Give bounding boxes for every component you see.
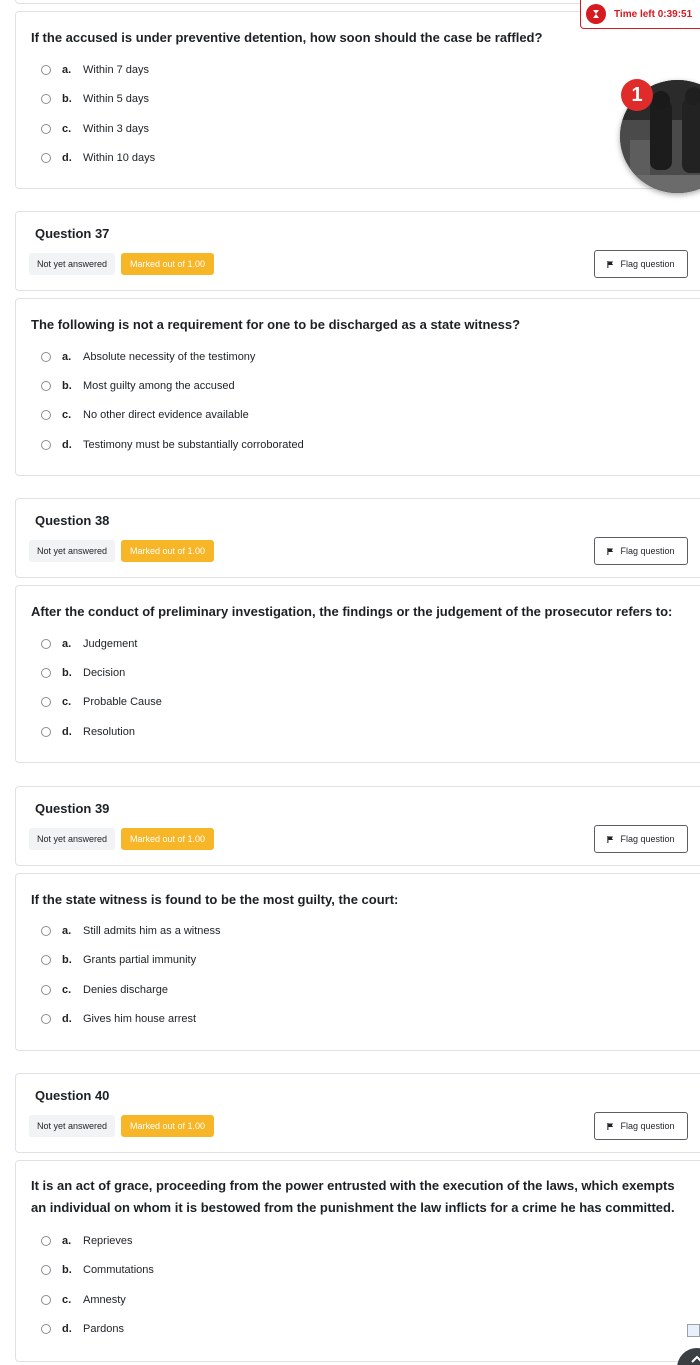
question-38-info xyxy=(15,498,700,578)
answer-option[interactable]: b. Most guilty among the accused xyxy=(41,377,235,395)
status-badge: Not yet answered xyxy=(29,253,115,275)
status-badge: Not yet answered xyxy=(29,540,115,562)
flag-question-button[interactable] xyxy=(594,825,688,853)
marks-badge: Marked out of 1.00 xyxy=(121,540,214,562)
question-39-info xyxy=(15,786,700,866)
flag-question-label: Flag question xyxy=(620,546,675,556)
broken-image-icon xyxy=(687,1324,700,1337)
question-number: Question 38 xyxy=(35,513,110,528)
answer-option[interactable]: b. Grants partial immunity xyxy=(41,951,196,969)
radio-button[interactable] xyxy=(41,440,51,450)
radio-button[interactable] xyxy=(41,381,51,391)
radio-button[interactable] xyxy=(41,985,51,995)
radio-button[interactable] xyxy=(41,1295,51,1305)
question-text: If the state witness is found to be the most guilty, the court: xyxy=(31,892,399,907)
radio-button[interactable] xyxy=(41,410,51,420)
question-39-content xyxy=(15,873,700,1051)
question-number: Question 37 xyxy=(35,226,110,241)
question-text: If the accused is under preventive detention, how soon should the case be raffled? xyxy=(31,30,543,45)
chevron-up-icon xyxy=(691,1355,700,1363)
answer-option[interactable]: d. Pardons xyxy=(41,1320,124,1338)
marks-badge: Marked out of 1.00 xyxy=(121,253,214,275)
question-36-content xyxy=(15,8,700,189)
radio-button[interactable] xyxy=(41,955,51,965)
radio-button[interactable] xyxy=(41,668,51,678)
radio-button[interactable] xyxy=(41,697,51,707)
answer-option[interactable]: d. Resolution xyxy=(41,723,135,741)
notification-badge: 1 xyxy=(621,79,653,111)
flag-icon xyxy=(607,261,614,268)
question-37-info xyxy=(15,211,700,291)
radio-button[interactable] xyxy=(41,124,51,134)
radio-button[interactable] xyxy=(41,1236,51,1246)
question-text: The following is not a requirement for one to be discharged as a state witness? xyxy=(31,317,521,332)
time-left-label: Time left 0:39:51 xyxy=(614,8,693,20)
marks-badge: Marked out of 1.00 xyxy=(121,828,214,850)
answer-option[interactable]: c. Probable Cause xyxy=(41,693,162,711)
answer-option[interactable]: d. Testimony must be substantially corroborated xyxy=(41,436,304,454)
question-40-content xyxy=(15,1160,700,1362)
answer-option[interactable]: c. Within 3 days xyxy=(41,120,149,138)
radio-button[interactable] xyxy=(41,1014,51,1024)
flag-question-label: Flag question xyxy=(620,1121,675,1131)
flag-question-label: Flag question xyxy=(620,834,675,844)
flag-question-button[interactable] xyxy=(594,1112,688,1140)
flag-icon xyxy=(607,548,614,555)
flag-icon xyxy=(607,1123,614,1130)
radio-button[interactable] xyxy=(41,727,51,737)
quiz-timer xyxy=(580,0,700,29)
answer-option[interactable]: a. Reprieves xyxy=(41,1232,133,1250)
answer-option[interactable]: c. Amnesty xyxy=(41,1291,126,1309)
status-badge: Not yet answered xyxy=(29,828,115,850)
question-number: Question 40 xyxy=(35,1088,110,1103)
marks-badge: Marked out of 1.00 xyxy=(121,1115,214,1137)
flag-question-button[interactable] xyxy=(594,250,688,278)
answer-option[interactable]: a. Judgement xyxy=(41,635,137,653)
question-40-info xyxy=(15,1073,700,1153)
answer-option[interactable]: c. Denies discharge xyxy=(41,981,168,999)
answer-option[interactable]: d. Gives him house arrest xyxy=(41,1010,196,1028)
answer-option[interactable]: a. Absolute necessity of the testimony xyxy=(41,348,255,366)
radio-button[interactable] xyxy=(41,926,51,936)
question-text: After the conduct of preliminary investigation, the findings or the judgement of the prosecutor refers to: xyxy=(31,604,673,619)
radio-button[interactable] xyxy=(41,65,51,75)
question-text: It is an act of grace, proceeding from the power entrusted with the execution of the laws, which exempts an individual on whom it is bestowed from the punishment the law inflicts for a crime he has committed. xyxy=(31,1178,675,1215)
flag-question-label: Flag question xyxy=(620,259,675,269)
answer-option[interactable]: b. Within 5 days xyxy=(41,90,149,108)
radio-button[interactable] xyxy=(41,352,51,362)
radio-button[interactable] xyxy=(41,1324,51,1334)
status-badge: Not yet answered xyxy=(29,1115,115,1137)
question-number: Question 39 xyxy=(35,801,110,816)
radio-button[interactable] xyxy=(41,639,51,649)
flag-question-button[interactable] xyxy=(594,537,688,565)
answer-option[interactable]: b. Commutations xyxy=(41,1261,154,1279)
answer-option[interactable]: b. Decision xyxy=(41,664,125,682)
answer-option[interactable]: c. No other direct evidence available xyxy=(41,406,249,424)
answer-option[interactable]: a. Within 7 days xyxy=(41,61,149,79)
radio-button[interactable] xyxy=(41,153,51,163)
answer-option[interactable]: a. Still admits him as a witness xyxy=(41,922,221,940)
radio-button[interactable] xyxy=(41,94,51,104)
question-38-content xyxy=(15,585,700,763)
timer-icon xyxy=(586,4,606,24)
question-37-content xyxy=(15,298,700,476)
answer-option[interactable]: d. Within 10 days xyxy=(41,149,155,167)
flag-icon xyxy=(607,836,614,843)
radio-button[interactable] xyxy=(41,1265,51,1275)
